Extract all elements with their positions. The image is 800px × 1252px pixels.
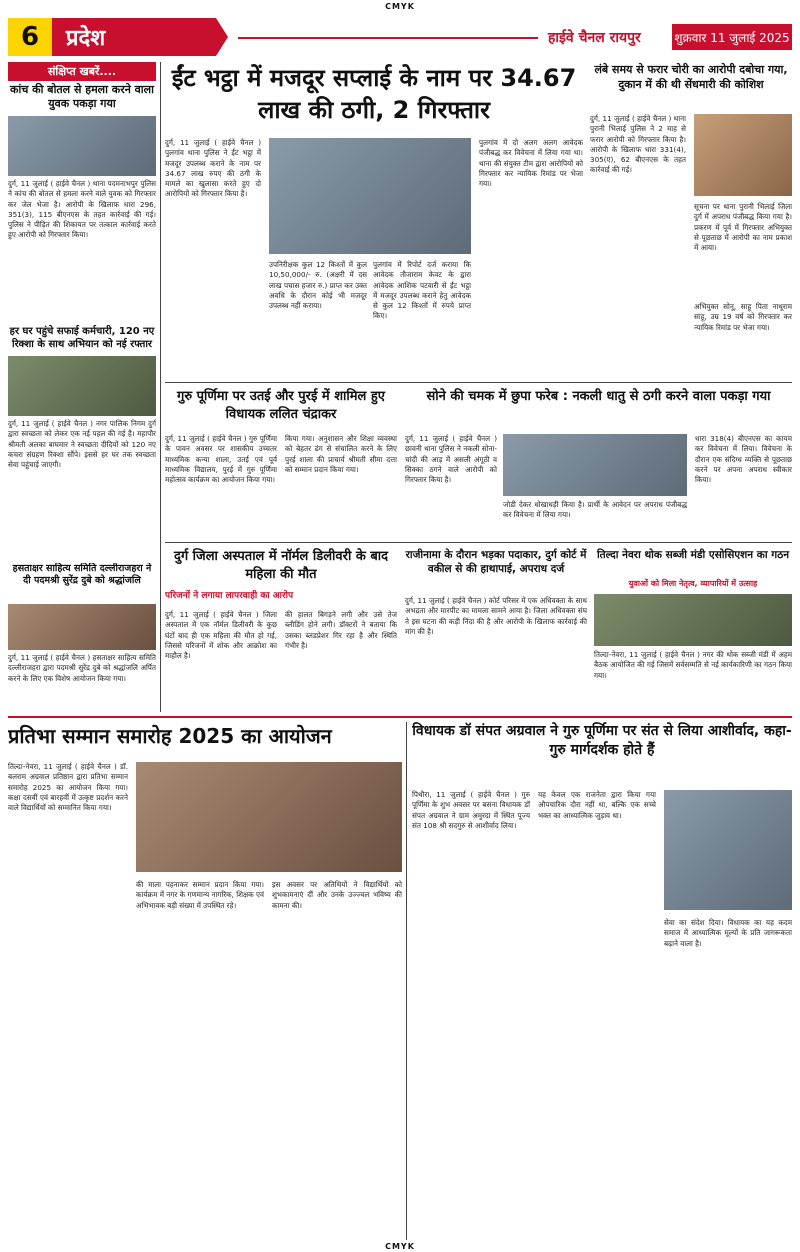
theft-headline: लंबे समय से फरार चोरी का आरोपी दबोचा गया, दुकान में की थी सेंधमारी की कोशिश bbox=[594, 63, 788, 91]
paper-name: हाईवे चैनल रायपुर bbox=[548, 30, 641, 46]
hospital-subheadline: परिजनों ने लगाया लापरवाही का आरोप bbox=[165, 591, 294, 601]
tilda-subheadline: युवाओं को मिला नेतृत्व, व्यापारियों में उत्साह bbox=[628, 579, 758, 588]
gold-story bbox=[405, 388, 792, 538]
pratibha-headline: प्रतिभा सम्मान समारोह 2025 का आयोजन bbox=[8, 724, 332, 748]
rajnama-headline: राजीनामा के दौरान भड़का पदाकार, दुर्ग कोर्ट में वकील से की हाथापाई, अपराध दर्ज bbox=[405, 549, 587, 575]
mla-body-col3: सेवा का संदेश दिया। विधायक का यह कदम समाज में आध्यात्मिक मूल्यों के प्रति जागरूकता बढ़ाने वाला है। bbox=[664, 918, 792, 948]
section-title: प्रदेश bbox=[52, 18, 216, 56]
footer-registration-mark: CMYK bbox=[385, 1242, 415, 1251]
mla-body-col2: यह केवल एक राजनेता द्वारा किया गया औपचारिक दौरा नहीं था, बल्कि एक सच्चे भक्त का आध्यात्मिक जुड़ाव था। bbox=[538, 790, 656, 820]
tilda-body: तिल्दा-नेवरा, 11 जुलाई ( हाईवे चैनल ) नगर की थोक सब्जी मंडी में अहम बैठक आयोजित की गई जिसमें सर्वसम्मति से नई कार्यकारिणी का गठन किया गया। bbox=[594, 650, 792, 680]
lead-body-col4: पुलगांव में दो अलग अलग आवेदक पंजीबद्ध कर विवेचना में लिया गया था। थाना की संयुक्त टीम द्वारा आरोपियों को गिरफ्तार कर न्यायिक रिमांड पर भेजा गया। bbox=[479, 138, 583, 189]
page-header bbox=[8, 14, 792, 60]
brief3-headline: हसताक्षर साहित्य समिति दल्लीराजहरा ने दी पदमश्री सुरेंद्र दुबे को श्रद्धांजलि bbox=[12, 563, 152, 586]
lead-body-col2: उपनिरीक्षक कुल 12 किश्तों में कुल 10,50,000/- रु. (अक्षरी में दस लाख पचास हजार रु.) प्राप्त कर उक्त अवधि के दौरान कोई भी मजदूर उपलब्ध नहीं कराया। bbox=[269, 260, 367, 311]
brief-column bbox=[8, 62, 156, 712]
lead-body-col1: दुर्ग, 11 जुलाई ( हाईवे चैनल ) पुलगांव थाना पुलिस ने ईंट भट्ठा में मजदूर उपलब्ध कराने के नाम पर 34.67 लाख रुपए की ठगी के मामले का खुलासा करते हुए दो आरोपियों को गिरफ्तार किया है। bbox=[165, 138, 261, 199]
gold-photo bbox=[503, 434, 687, 496]
theft-body-col3: अभियुक्त सोनू, साहू पिता नाथूराम साहू, उम्र 19 वर्ष को गिरफ्तार कर न्यायिक रिमांड पर भेजा गया। bbox=[694, 302, 792, 332]
gold-body-col1: दुर्ग, 11 जुलाई ( हाईवे चैनल ) छावनी थाना पुलिस ने नकली सोना-चांदी की आड़ में असली अंगूठी व सिक्का ठगने वाले आरोपी को गिरफ्तार किया है। bbox=[405, 434, 497, 485]
column-divider bbox=[406, 722, 407, 1240]
hospital-headline: दुर्ग जिला अस्पताल में नॉर्मल डिलीवरी के बाद महिला की मौत bbox=[173, 549, 389, 582]
theft-story bbox=[590, 62, 792, 378]
rajnama-body: दुर्ग, 11 जुलाई ( हाईवे चैनल ) कोर्ट परिसर में एक अधिवक्ता के साथ अभद्रता और मारपीट का मामला सामने आया है। जिला अधिवक्ता संघ ने इस घटना की कड़ी निंदा की है और आरोपी के खिलाफ कार्रवाई की मांग की है। bbox=[405, 596, 587, 636]
brief1-body: दुर्ग, 11 जुलाई ( हाईवे चैनल ) थाना पदमनाभपुर पुलिस ने कांच की बोतल से हमला करने वाले युवक को गिरफ्तार कर जेल भेजा है। आरोपी के खिलाफ धारा 296, 351(3), 115 बीएनएस के तहत कार्रवाई की गई। पुलिस ने पीड़ित की शिकायत पर तत्काल कार्रवाई करते हुए आरोपी को गिरफ्तार किया। bbox=[8, 179, 156, 240]
hospital-body-col1: दुर्ग, 11 जुलाई ( हाईवे चैनल ) जिला अस्पताल में एक नॉर्मल डिलीवरी के कुछ घंटों बाद ही एक महिला की मौत हो गई, जिससे परिजनों में शोक और आक्रोश का माहौल है। bbox=[165, 610, 277, 661]
brief2-body: दुर्ग, 11 जुलाई ( हाईवे चैनल ) नगर पालिक निगम दुर्ग द्वारा स्वच्छता को लेकर एक नई पहल की गई है। महापौर श्रीमती अलका बाघमार ने स्वच्छता दीदियों को 120 नए कचरा संग्रहण रिक्शा सौंपे। इससे हर घर तक स्वच्छता सेवा पहुंचाई जाएगी। bbox=[8, 419, 156, 470]
mla-headline: विधायक डॉ संपत अग्रवाल ने गुरु पूर्णिमा पर संत से लिया आशीर्वाद, कहा- गुरु मार्गदर्शक होते हैं bbox=[412, 723, 792, 758]
section-divider bbox=[165, 542, 792, 543]
brief2-photo bbox=[8, 356, 156, 416]
section-arrow-icon bbox=[216, 18, 228, 56]
gold-headline: सोने की चमक में छुपा फरेब : नकली धातु से ठगी करने वाला पकड़ा गया bbox=[426, 389, 771, 404]
issue-date: शुक्रवार 11 जुलाई 2025 bbox=[672, 24, 792, 50]
lead-body-col3: पुलगांव में रिपोर्ट दर्ज कराया कि आवेदक तौजाराम केवट के द्वारा आवेदक आशिक पटवारी से ईंट भट्ठा में मजदूर उपलब्ध कराने हेतु आवेदक से कुल 12 किश्तों में रुपये प्राप्त किए। bbox=[373, 260, 471, 321]
gold-body-col2: जोडी देकर धोखाधड़ी किया है। प्रार्थी के आवेदन पर अपराध पंजीबद्ध कर विवेचना में लिया गया। bbox=[503, 500, 687, 520]
pratibha-body-col3: इस अवसर पर अतिथियों ने विद्यार्थियों को शुभकामनाएं दीं और उनके उज्ज्वल भविष्य की कामना की। bbox=[272, 880, 402, 910]
tilda-headline: तिल्दा नेवरा थोक सब्जी मंडी एसोसिएशन का गठन bbox=[596, 549, 790, 561]
guru-story bbox=[165, 388, 397, 538]
theft-body-col1: दुर्ग, 11 जुलाई ( हाईवे चैनल ) थाना पुरानी भिलाई पुलिस ने 2 माह से फरार आरोपी को गिरफ्तार किया है। आरोपी के खिलाफ धारा 331(4), 305(ए), 62 बीएनएस के तहत कार्रवाई की गई। bbox=[590, 114, 686, 175]
color-registration-mark: CMYK bbox=[385, 2, 415, 11]
pratibha-story bbox=[8, 722, 402, 1240]
brief3-body: दुर्ग, 11 जुलाई ( हाईवे चैनल ) हसताक्षर साहित्य समिति दल्लीराजहरा द्वारा पदमश्री सुरेंद्र दुबे को श्रद्धांजलि अर्पित करने के लिए एक विशेष आयोजन किया गया। bbox=[8, 653, 156, 683]
hospital-story bbox=[165, 548, 397, 712]
guru-body-col2: किया गया। अनुशासन और शिक्षा व्यवस्था को बेहतर ढंग से संचालित करने के लिए पुरई शाला की प्राचार्य श्रीमती सीमा दत्ता को सम्मान प्रदान किया गया। bbox=[285, 434, 397, 474]
lead-headline: ईंट भट्ठा में मजदूर सप्लाई के नाम पर 34.67 लाख की ठगी, 2 गिरफ्तार bbox=[171, 64, 577, 124]
gold-body-col3: धारा 318(4) बीएनएस का कायम कर विवेचना में लिया। विवेचना के दौरान एक संदिग्ध व्यक्ति से पूछताछ करने पर अपना अपराध स्वीकार किया। bbox=[695, 434, 792, 485]
brief1-photo bbox=[8, 116, 156, 176]
mla-story bbox=[412, 722, 792, 1240]
pratibha-body-col1: तिल्दा-नेवरा, 11 जुलाई ( हाईवे चैनल ) डॉ. बलराम अग्रवाल प्रतिष्ठान द्वारा प्रतिभा सम्मान समारोह 2025 का आयोजन किया गया। कक्षा दसवीं एवं बारहवीं में उत्कृष्ट प्रदर्शन करने वाले विद्यार्थियों को सम्मानित किया गया। bbox=[8, 762, 128, 813]
guru-body-col1: दुर्ग, 11 जुलाई ( हाईवे चैनल ) गुरु पूर्णिमा के पावन अवसर पर शासकीय उच्चतर माध्यमिक कन्या शाला, उतई एवं पूर्व माध्यमिक विद्यालय, पुरई में गुरु पूर्णिमा महोत्सव कार्यक्रम का आयोजन किया गया। bbox=[165, 434, 277, 485]
mla-body-col1: पिथौरा, 11 जुलाई ( हाईवे चैनल ) गुरु पूर्णिमा के शुभ अवसर पर बसना विधायक डॉ संपत अग्रवाल ने ग्राम अमुरदा में स्थित पूज्य संत 108 श्री सदगुरु से आशीर्वाद लिया। bbox=[412, 790, 530, 830]
column-divider bbox=[160, 62, 161, 712]
section-divider bbox=[8, 716, 792, 718]
brief3-photo bbox=[8, 604, 156, 650]
tilda-story bbox=[594, 548, 792, 712]
header-rule bbox=[238, 37, 538, 39]
brief2-headline: हर घर पहुंचे सफाई कर्मचारी, 120 नए रिक्शा के साथ अभियान को नई रफ्तार bbox=[9, 326, 155, 350]
tilda-photo bbox=[594, 594, 792, 646]
section-divider bbox=[165, 382, 792, 383]
mla-photo bbox=[664, 790, 792, 910]
brief1-headline: कांच की बोतल से हमला करने वाला युवक पकड़ा गया bbox=[10, 83, 154, 110]
pratibha-body-col2: की माला पहनाकर सम्मान प्रदान किया गया। कार्यक्रम में नगर के गणमान्य नागरिक, शिक्षक एवं अभिभावक बड़ी संख्या में उपस्थित रहे। bbox=[136, 880, 264, 910]
theft-photo bbox=[694, 114, 792, 196]
theft-body-col2: सूचना पर थाना पुरानी भिलाई जिला दुर्ग में अपराध पंजीबद्ध किया गया है। प्रकरण में पूर्व में गिरफ्तार अभियुक्त से पूछताछ में आरोपी का नाम प्रकाश में आया। bbox=[694, 202, 792, 253]
hospital-body-col2: की हालत बिगड़ने लगी और उसे तेज ब्लीडिंग होने लगी। डॉक्टरों ने बताया कि उसका ब्लडप्रेशर गिर रहा है और स्थिति गंभीर है। bbox=[285, 610, 397, 650]
pratibha-photo bbox=[136, 762, 402, 872]
rajnama-story bbox=[405, 548, 587, 712]
page-number: 6 bbox=[8, 18, 52, 56]
brief-label: संक्षिप्त खबरें.... bbox=[8, 62, 156, 81]
guru-headline: गुरु पूर्णिमा पर उतई और पुरई में शामिल हुए विधायक ललित चंद्राकर bbox=[177, 389, 385, 422]
lead-story bbox=[165, 62, 583, 378]
lead-photo bbox=[269, 138, 471, 254]
